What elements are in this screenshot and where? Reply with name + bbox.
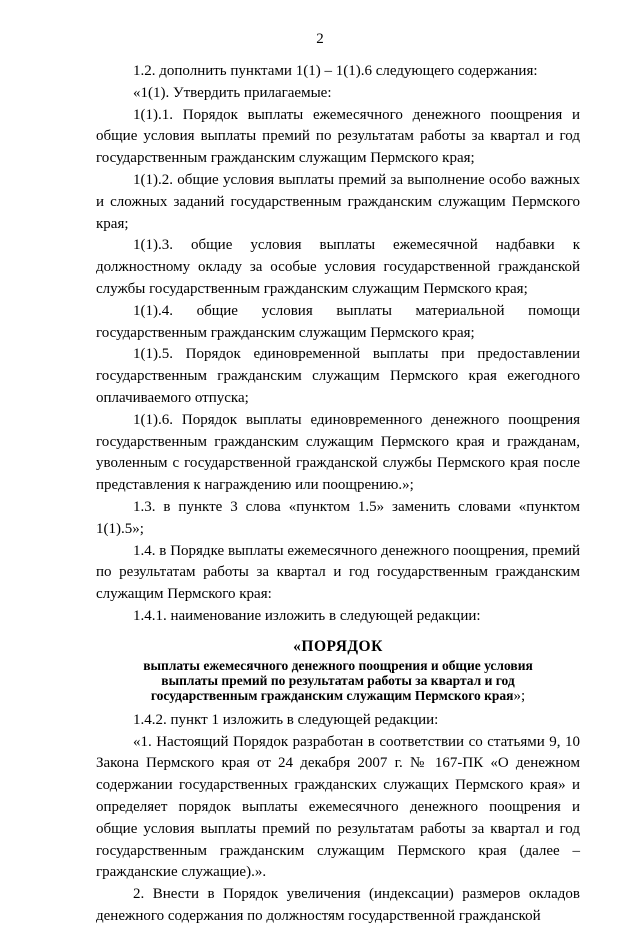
paragraph-1-3: 1.3. в пункте 3 слова «пунктом 1.5» заменить словами «пунктом 1(1).5»;: [96, 498, 580, 537]
order-heading-line-2: выплаты премий по результатам работы за квартал и год: [161, 672, 515, 688]
paragraph-approve: «1(1). Утвердить прилагаемые:: [133, 84, 332, 101]
paragraph-order-item-1: «1. Настоящий Порядок разработан в соответствии со статьями 9, 10 Закона Пермского края от 24 декабря 2007 г. № 167-ПК «О денежном содержании государственных гражданских служащих Пермского края» и определяет порядок выплаты ежемесячного денежного поощрения и общие условия выплаты премий по результатам работы за квартал и год государственным гражданским служащим Пермского края (далее – гражданские служащие).».: [96, 733, 580, 881]
paragraph-1-1-3: 1(1).3. общие условия выплаты ежемесячной надбавки к должностному окладу за особые условия государственной гражданской службы государственным гражданским служащим Пермского края;: [96, 237, 580, 297]
document-body: [96, 61, 580, 928]
paragraph-1-2: 1.2. дополнить пунктами 1(1) – 1(1).6 следующего содержания:: [133, 63, 538, 79]
order-heading-line-3: государственным гражданским служащим Пермского края: [150, 687, 514, 703]
page-number: 2: [316, 31, 324, 47]
paragraph-1-1-6: 1(1).6. Порядок выплаты единовременного денежного поощрения государственным гражданским служащим Пермского края и гражданам, уволенным с государственной гражданской службы Пермского края после представления к награждению или поощрению.»;: [96, 411, 580, 494]
order-heading: [96, 636, 580, 704]
order-heading-title: «ПОРЯДОК: [293, 637, 383, 655]
paragraph-1-1-5: 1(1).5. Порядок единовременной выплаты при предоставлении государственным гражданским служащим Пермского края ежегодного оплачиваемого отпуска;: [96, 346, 580, 406]
paragraph-1-1-2: 1(1).2. общие условия выплаты премий за выполнение особо важных и сложных заданий государственным гражданским служащим Пермского края;: [96, 171, 580, 232]
paragraph-2: 2. Внести в Порядок увеличения (индексации) размеров окладов денежного содержания по должностям государственной гражданской: [96, 886, 580, 924]
order-heading-tail: »;: [513, 687, 526, 704]
paragraph-1-4: 1.4. в Порядке выплаты ежемесячного денежного поощрения, премий по результатам работы за квартал и год государственным гражданским служащим Пермского края:: [96, 542, 580, 603]
paragraph-1-4-1: 1.4.1. наименование изложить в следующей редакции:: [133, 607, 481, 624]
paragraph-1-4-2: 1.4.2. пункт 1 изложить в следующей редакции:: [133, 711, 439, 728]
order-heading-line-1: выплаты ежемесячного денежного поощрения и общие условия: [143, 657, 533, 673]
order-heading-subtitle: [96, 658, 580, 704]
paragraph-1-1-1: 1(1).1. Порядок выплаты ежемесячного денежного поощрения и общие условия выплаты премий по результатам работы за квартал и год государственным гражданским служащим Пермского края;: [96, 106, 580, 167]
paragraph-1-1-4: 1(1).4. общие условия выплаты материальной помощи государственным гражданским служащим Пермского края;: [96, 302, 580, 341]
